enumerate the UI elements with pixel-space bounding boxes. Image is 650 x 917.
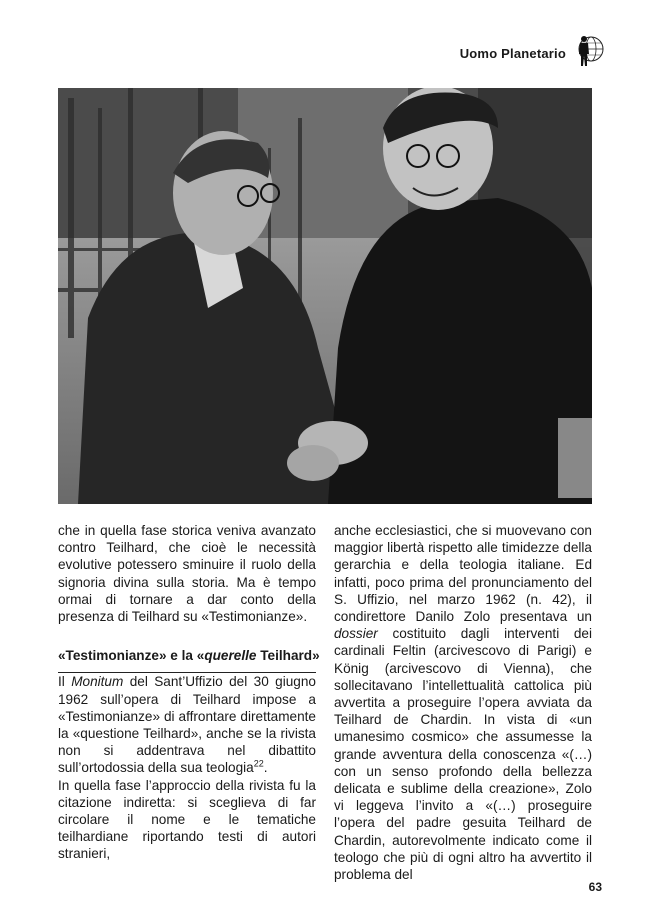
text-run: Il: [58, 674, 72, 690]
running-header: [460, 36, 604, 70]
paragraph: [334, 522, 592, 883]
text-run: anche ecclesiastici, che si muovevano con maggior libertà rispetto alle timidezze della gerarchia e della teologia italiane. Ed infatti, poco prima del pronunciamento del S. Uffizio, nel marzo 1962 (n. 42), il condirettore Danilo Zolo presentava un: [334, 523, 592, 625]
right-column: [334, 522, 592, 883]
page-number: 63: [588, 880, 602, 894]
header-title: Uomo Planetario: [459, 45, 566, 61]
section-heading: [58, 647, 320, 673]
left-column: [58, 522, 320, 863]
heading-text: Teilhard»: [256, 648, 320, 664]
footnote-marker[interactable]: 22: [253, 758, 264, 769]
text-run: .: [263, 760, 268, 776]
planetary-man-globe-icon: [572, 34, 604, 73]
paragraph: che in quella fase storica veniva avanzato contro Teilhard, che cioè le necessità evolutive potessero sminuire il ruolo della signoria divina sulla storia. Ma è tempo ormai di tornare a dar conto della presenza di Teilhard su «Testimonianze».: [58, 523, 316, 625]
text-run: del Sant’Uffizio del 30 giugno 1962 sull’opera di Teilhard impose a «Testimonianze» di affrontare direttamente la «questione Teilhard», anche se la rivista non si addentrava nel dibattito sull’ortodossia della sua teologia: [58, 674, 316, 776]
italic-term: Monitum: [71, 674, 124, 690]
heading-text: «Testimonianze» e la «: [58, 648, 205, 664]
paragraph: In quella fase l’approccio della rivista fu la citazione indiretta: si sceglieva di far circolare il nome e le tematiche teilhardiane riportando testi di autori stranieri,: [58, 777, 316, 862]
historic-photo-two-men-shaking-hands-icon: [58, 88, 592, 504]
paragraph: [58, 673, 316, 776]
heading-italic: querelle: [204, 648, 257, 664]
italic-term: dossier: [334, 626, 378, 642]
text-run: costituito dagli interventi dei cardinali Feltin (arcivescovo di Parigi) e König (arcivescovo di Vienna), che sollecitavano l’intellettualità cattolica più avvertita a proseguire l’opera avviata da Teilhard de Chardin. In vista di «un umanesimo cosmico» che assumesse la grande avventura della conoscenza «(…) con un senso profondo della bellezza delicata e sublime della creazione», Zolo vi leggeva l’invito a «(…) proseguire l’opera del padre gesuita Teilhard de Chardin, autorevolmente indicato come il teologo che più di ogni altro ha avvertito il problema del: [334, 626, 592, 883]
historic-photo: [58, 88, 592, 504]
